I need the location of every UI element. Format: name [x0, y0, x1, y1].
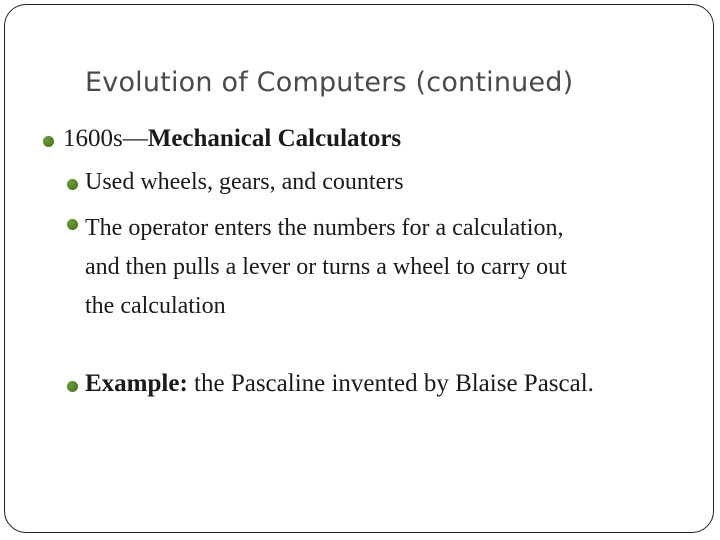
bullet-line: and then pulls a lever or turns a wheel to carry out — [85, 254, 567, 280]
slide-title: Evolution of Computers (continued) — [85, 67, 574, 98]
bullet-dot-icon — [43, 136, 54, 147]
bullet-text: the Pascaline invented by Blaise Pascal. — [187, 370, 594, 397]
slide-frame — [4, 4, 714, 533]
bullet-dot-icon — [67, 381, 78, 392]
bullet-mechanical-calculators — [63, 125, 401, 153]
bullet-dot-icon — [67, 179, 78, 190]
bullet-dot-icon — [67, 219, 78, 230]
bullet-operator-description — [85, 209, 685, 326]
bullet-prefix: 1600s— — [63, 125, 148, 152]
bullet-bold-label: Example: — [85, 370, 188, 397]
bullet-bold-heading: Mechanical Calculators — [147, 125, 402, 152]
bullet-example-pascaline — [85, 370, 594, 398]
bullet-line: The operator enters the numbers for a calculation, — [85, 215, 564, 241]
bullet-wheels-gears: Used wheels, gears, and counters — [85, 169, 404, 195]
bullet-line: the calculation — [85, 293, 226, 319]
